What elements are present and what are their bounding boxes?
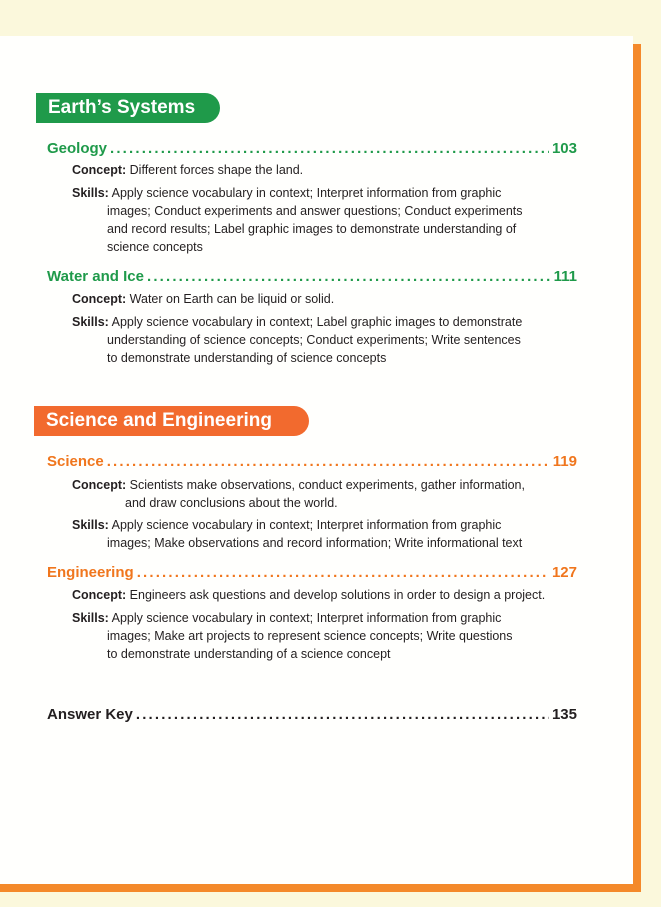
toc-entry-water-and-ice[interactable] xyxy=(47,268,577,288)
dot-leader xyxy=(136,706,549,723)
toc-entry-science[interactable] xyxy=(47,453,577,473)
skills-label: Skills: xyxy=(72,611,109,625)
concept-text: Different forces shape the land. xyxy=(129,163,304,177)
concept-text: Scientists make observations, conduct experiments, gather information, xyxy=(129,478,525,492)
toc-entry-title: Engineering xyxy=(47,564,134,581)
skills-line xyxy=(72,184,501,202)
skills-label: Skills: xyxy=(72,315,109,329)
concept-line xyxy=(72,290,334,308)
skills-text-line: images; Make observations and record information; Write informational text xyxy=(107,536,523,550)
toc-entry-page: 111 xyxy=(553,268,577,285)
toc-entry-title: Science xyxy=(47,453,104,470)
toc-entry-title: Answer Key xyxy=(47,706,133,723)
concept-label: Concept: xyxy=(72,588,127,602)
page-border-bottom xyxy=(0,884,641,892)
page-border-right xyxy=(633,44,641,886)
dot-leader xyxy=(107,453,550,470)
toc-entry-page: 135 xyxy=(551,706,577,723)
concept-text: Engineers ask questions and develop solutions in order to design a project. xyxy=(129,588,546,602)
skills-text-line: understanding of science concepts; Conduct experiments; Write sentences xyxy=(107,333,521,347)
skills-text-line: to demonstrate understanding of a science concept xyxy=(107,647,391,661)
toc-entry-title: Geology xyxy=(47,140,108,157)
dot-leader xyxy=(147,268,551,285)
concept-text-line: and draw conclusions about the world. xyxy=(125,496,338,510)
toc-entry-answer-key[interactable] xyxy=(47,706,577,726)
skills-label: Skills: xyxy=(72,186,109,200)
concept-label: Concept: xyxy=(72,163,127,177)
skills-text-line: to demonstrate understanding of science concepts xyxy=(107,351,387,365)
concept-line xyxy=(72,161,303,179)
section-banner-science-and-engineering: Science and Engineering xyxy=(34,406,309,436)
concept-line xyxy=(72,586,545,604)
skills-line xyxy=(72,313,522,331)
dot-leader xyxy=(110,140,549,157)
concept-label: Concept: xyxy=(72,292,127,306)
skills-text: Apply science vocabulary in context; Interpret information from graphic xyxy=(111,611,502,625)
toc-entry-title: Water and Ice xyxy=(47,268,144,285)
skills-line xyxy=(72,516,501,534)
skills-text-line: science concepts xyxy=(107,240,203,254)
concept-label: Concept: xyxy=(72,478,127,492)
skills-text: Apply science vocabulary in context; Interpret information from graphic xyxy=(111,518,502,532)
skills-text-line: images; Conduct experiments and answer questions; Conduct experiments xyxy=(107,204,523,218)
concept-line xyxy=(72,476,525,494)
toc-entry-page: 127 xyxy=(551,564,577,581)
skills-text: Apply science vocabulary in context; Label graphic images to demonstrate xyxy=(111,315,523,329)
skills-label: Skills: xyxy=(72,518,109,532)
toc-entry-page: 119 xyxy=(552,453,577,470)
skills-text: Apply science vocabulary in context; Interpret information from graphic xyxy=(111,186,502,200)
toc-entry-page: 103 xyxy=(551,140,577,157)
toc-entry-geology[interactable] xyxy=(47,140,577,160)
skills-text-line: and record results; Label graphic images to demonstrate understanding of xyxy=(107,222,517,236)
dot-leader xyxy=(137,564,549,581)
concept-text: Water on Earth can be liquid or solid. xyxy=(129,292,335,306)
skills-line xyxy=(72,609,501,627)
section-banner-earths-systems: Earth’s Systems xyxy=(36,93,220,123)
skills-text-line: images; Make art projects to represent science concepts; Write questions xyxy=(107,629,513,643)
toc-entry-engineering[interactable] xyxy=(47,564,577,584)
